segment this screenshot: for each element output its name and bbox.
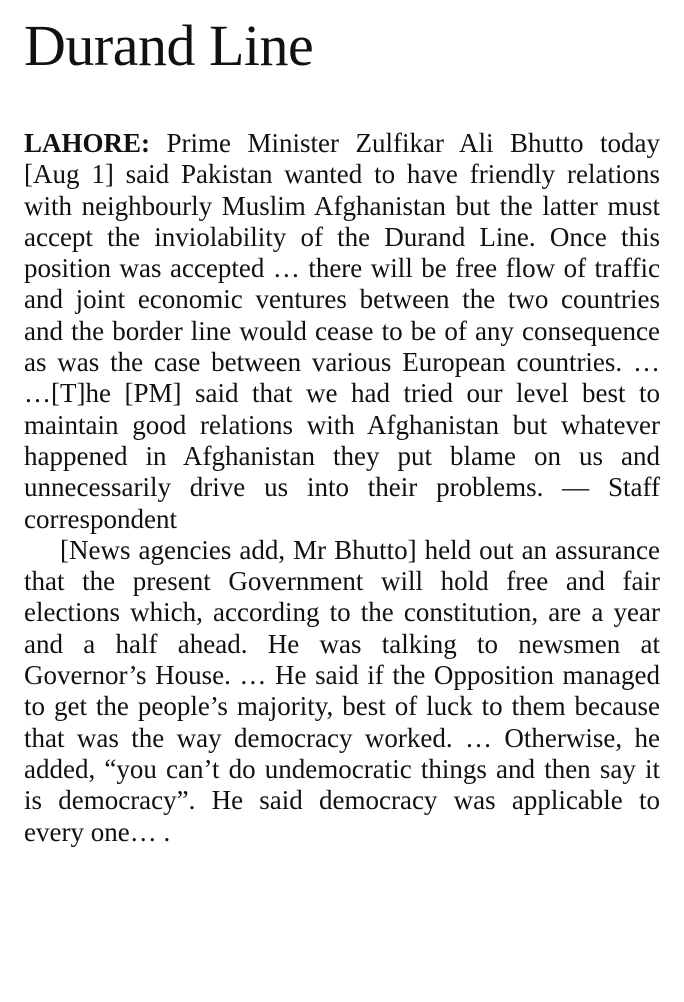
dateline: LAHORE: xyxy=(24,128,151,158)
headline: Durand Line xyxy=(24,13,314,78)
article-body xyxy=(24,128,660,848)
paragraph-1-text: Prime Minister Zulfikar Ali Bhutto today [Aug 1] said Pakistan wanted to have friendly relations with neighbourly Muslim Afghanistan but the latter must accept the inviolability of the Durand Line. Once this position was accepted … there will be free flow of traffic and joint economic ventures between the two countries and the border line would cease to be of any consequence as was the case between various European countries. … …[T]he [PM] said that we had tried our level best to maintain good relations with Afghanistan but whatever happened in Afghanistan they put blame on us and unnecessarily drive us into their problems. — Staff correspondent xyxy=(24,128,661,534)
paragraph-1 xyxy=(24,128,660,535)
paragraph-2: [News agencies add, Mr Bhutto] held out an assurance that the present Government will hold free and fair elections which, according to the constitution, are a year and a half ahead. He was talking to newsmen at Governor’s House. … He said if the Opposition managed to get the people’s majority, best of luck to them because that was the way democracy worked. … Otherwise, he added, “you can’t do undemocratic things and then say it is democracy”. He said democracy was applicable to every one… . xyxy=(24,534,660,847)
